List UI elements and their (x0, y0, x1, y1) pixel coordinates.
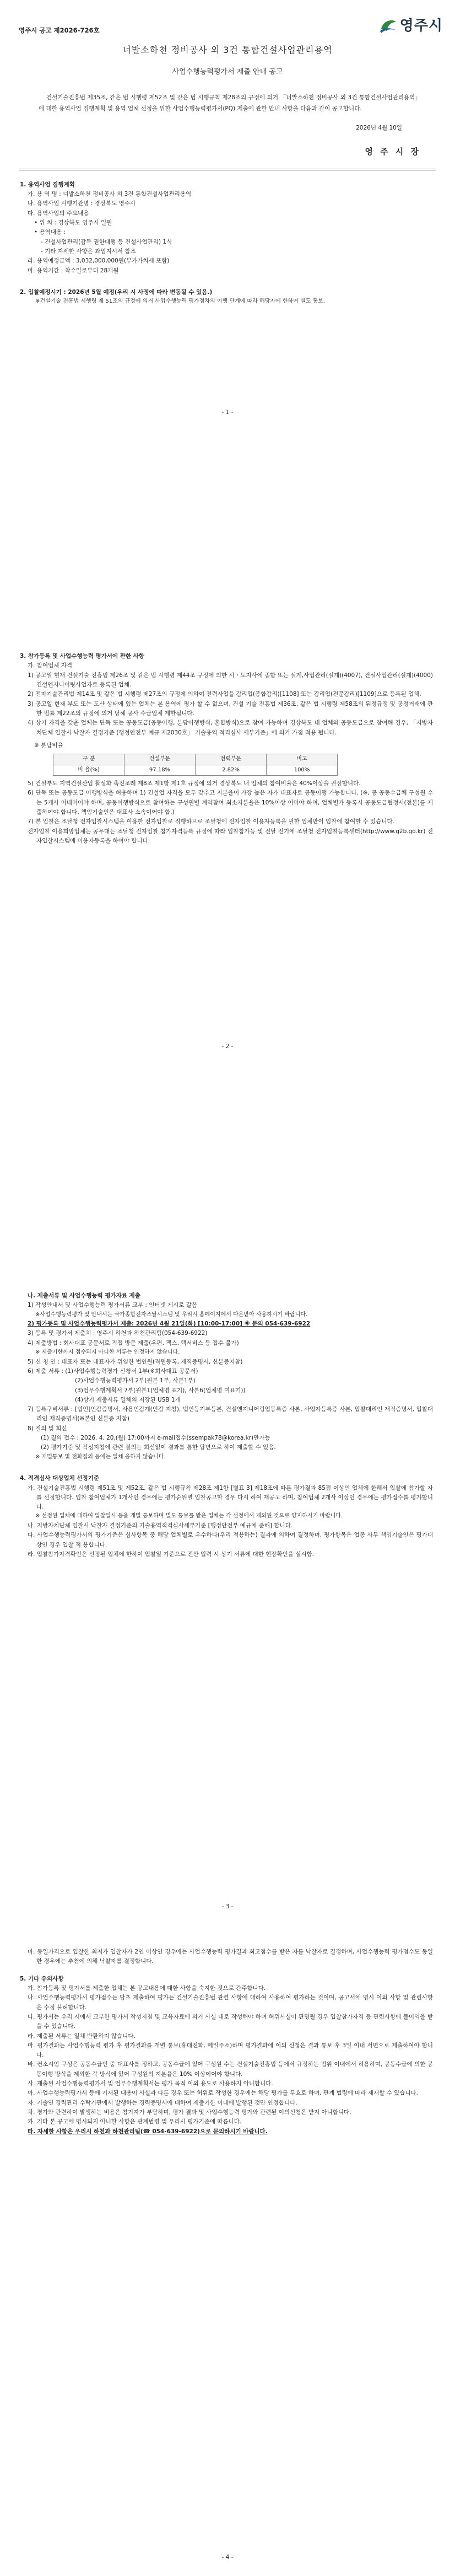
list-item: ※ 개별통보 및 전화질의 등에는 일체 응하지 않습니다. (35, 1453, 166, 1460)
list-item: ※ 제출기한까지 접수되지 아니한 서류는 인정하지 않습니다. (35, 1349, 180, 1356)
list-item: 2) 평가등록 및 사업수행능력평가서 제출: 2026년 4월 21일(화) [10:00-17:00] ※ 문의 054-639-6922 (28, 1321, 311, 1328)
section-3 (20, 652, 433, 846)
list-item: 4) 상기 자격을 갖춘 업체는 단독 또는 공동도급(공동이행, 분담이행방식, 혼합방식)으로 참여 가능하며 경상북도 내 업체와 공동도급으로 참여해 경우, 「지방자치단체 입찰시 낙찰자 결정기준 (행정안전부 예규 제2030호」 기술용역 적격심사 세부기준」에 의거 가점 적용 됩니다. (28, 720, 433, 736)
list-item: 자. 기술인 경력관리 수탁기관에서 발행하는 경력증명서에 대하여 제출기한 이내에 발행된 것만 인정합니다. (28, 2099, 297, 2106)
list-item: 1) 공고일 현재 건설기술 진흥법 제26조 및 같은 법 시행령 제44조 규정에 의한 시・도지사에 종합 또는 설계,사업관리(설계)(4007), 건설사업관리(설계)(4000) 건설엔지니어링사업자로 등록된 업체. (28, 672, 433, 688)
intro-paragraph: 건설기술진흥법 제35조, 같은 법 시행령 제52조 및 같은 법 시행규칙 제28조의 규정에 의거 「너발소하천 정비공사 외 3건 통합건설사업관리용역」에 대한 용역사업 집행계획 및 용역 업체 선정을 위한 사업수행능력평가서(PQ) 제출에 관한 안내 사항을 다음과 같이 공고합니다. (39, 94, 421, 112)
list-item: ※사업수행능력평가 및 안내서는 국가종합전자조달시스템 및 우리시 홈페이지에서 다운받아 사용하시기 바랍니다. (35, 1311, 308, 1318)
page-number: - 4 - (221, 2554, 234, 2561)
list-item: (1) 질의 접수 : 2026. 4. 20.(월) 17:00까지 e-mail접수(ssempak78@korea.kr)만가능 (41, 1435, 270, 1442)
list-item: 아. 사업수행능력평가서 등에 기재된 내용이 사실과 다른 경우 또는 허위로 작성한 경우에는 해당 평가를 무효로 하며, 관계 법령에 따라 제재할 수 있습니다. (28, 2090, 418, 2097)
table-header-cell: 전력부문 (196, 754, 267, 765)
ratio-table (53, 754, 338, 776)
document-subtitle: 사업수행능력평가서 제출 안내 공고 (172, 68, 283, 77)
list-item: 다. 용역사업의 주요내용 (28, 210, 89, 217)
page-2 (0, 645, 455, 1050)
list-item: 차. 평가와 관련하여 발생하는 비용은 참가자가 부담하며, 평가 결과 및 사업수행능력 평가와 관련된 이의신청은 받지 아니합니다. (28, 2109, 351, 2116)
list-item: 7) 본 입찰은 조달청 전자입찰시스템을 이용한 전자입찰로 집행하므로 조달청에 전자입찰 이용자등록을 필한 업체만이 입찰에 참여할 수 있습니다. (28, 818, 394, 825)
section-2 (20, 288, 433, 307)
list-item: 3) 등록 및 평가서 제출처 : 영주시 하천과 하천관리팀(054-639-6922) (28, 1330, 208, 1337)
list-item: (2) 평가기준 및 작성지침에 관련 질의는 회신없이 결과를 통한 답변으로 하여 제출할 수 있음. (41, 1444, 276, 1451)
logo-text: 영주시 (399, 18, 443, 34)
section-title: 5. 기타 유의사항 (20, 1975, 64, 1982)
list-item: 나. 지방자치단체 입찰시 낙찰자 결정기준의 기술용역적격심사세부기준 [행정안전부 예규에 준해] 합니다. (28, 1522, 293, 1529)
page-number: - 3 - (221, 1903, 234, 1910)
list-item: 타. 자세한 사항은 우리시 하천과 하천관리팀(☎ 054-639-6922)으로 문의하시기 바랍니다. (28, 2128, 268, 2135)
list-item: 라. 입찰참가자격확인은 선정된 업체에 한하여 입찰일 기준으로 전산 입력 시 상기 서류에 대한 현장확인을 실시함. (28, 1550, 314, 1558)
list-item: 가. 건설기술진흥법 시행령 제51조 및 제52조, 같은 법 시행규칙 제28조 제1항 [별표 3] 제18조에 따른 평가결과 85점 이상인 업체에 한해서 입찰에 참가할 자를 선정합니다. 입찰 참여업체가 1개사인 경우에는 평가순위별 입찰공고할 경우 다시 하여 재공고 하며, 참여업체 2개사 이상인 경우에는 평가점수를 평가합니다. (28, 1484, 433, 1511)
section-title: 1. 용역사업 집행계획 (20, 181, 75, 188)
section-title: 3. 참가등록 및 사업수행능력 평가서에 관한 사항 (20, 653, 144, 659)
list-item: 3) 공고일 현재 부도 또는 도산 상태에 있는 업체는 본 용역에 평가 할 수 없으며, 건설 기술 진흥법 제36조, 같은 법 시행령 제58조의 뒤정규정 및 공정거래에 관한 법률 제22조의 규정에 의거 당해 공사 수급업체 제한됨니다. (28, 700, 433, 717)
list-item: 마. 평가결과는 사업수행능력 평가 후 평가결과를 개별 통보(휴대전화, 메일주소)하며 평가결과에 이의 신청은 결과 통보 후 3일 이내 서면으로 제출하여야 합니다. (28, 2042, 433, 2059)
table-cell: 97.18% (124, 765, 196, 776)
list-item: 라. 제출된 서류는 일체 반환하지 않습니다. (28, 2032, 136, 2040)
list-item: 마. 용역기간 : 착수일로부터 28개월 (28, 267, 119, 274)
list-item: 라. 용역예정금액 : 3,032,000,000원(부가가치세 포함) (28, 257, 170, 265)
list-item: - 기타 자세한 사항은 과업지시서 참조 (41, 248, 136, 255)
section-4 (20, 1474, 433, 1559)
city-emblem-icon (379, 18, 398, 34)
list-item: 전자입찰 이용희망업체는 공우대는 조달청 전자입찰 참가자격등록 규정에 따라 입찰참가등 및 전달 전기에 조달청 전자입찰등록센터(http://www.g2b.go.kr) 전자입찰시스템에 이용자등록을 하여야 합니다. (28, 828, 433, 844)
divider (19, 169, 436, 170)
list-item: 카. 기타 본 공고에 명시되지 아니한 사항은 관계법령 및 우리시 평가기준에 따릅니다. (28, 2118, 242, 2126)
section-3b (20, 1291, 433, 1462)
table-header-cell: 건설부문 (124, 754, 196, 765)
list-item: 다. 평가서는 우리 시에서 교부한 평가서 작성지침 및 교육자료에 의거 사실 대로 작성해야 하며 허위사실이 판명될 경우 입찰참가자격 등 관련사항에 불이익을 받을 수 있습니다. (28, 2013, 433, 2030)
list-item: 바. 컨소시엄 구성은 공동수급인 중 대표사를 정하고, 공동수급에 있어 구성원 수는 건설기술진흥법 등에서 규정하는 범위 이내에서 허용하며, 공동수급에 의한 공동이행 방식을 제외한 각 방식에 있어 구성원의 지분율은 10% 이상이어야 합니다. (28, 2061, 433, 2078)
list-item: • 위 치 : 경상북도 영주시 일원 (34, 219, 112, 227)
table-row (53, 765, 338, 776)
table-caption: ※ 분담비율 (34, 742, 63, 749)
list-item: (2)사업수행능력평가서 2부(원본 1부, 사본1부) (75, 1377, 196, 1384)
table-cell: 비 율(%) (53, 765, 124, 776)
table-cell: 100% (267, 765, 338, 776)
list-item: 2) 전자기술관리법 제14조 및 같은 법 시행령 제27조의 규정에 의하여 전력사업을 감리업(종합감리)[1108] 또는 감리업(전문감리)[1109]으로 등록된 업체. (28, 691, 421, 698)
section-4b (20, 1947, 433, 1967)
notice-number: 영주시 공고 제2026-726호 (19, 26, 100, 34)
table-header-row (53, 754, 338, 765)
list-item: 5) 건설부도 지역건설산업 활성화 촉진조례 제8조 제1항 제1호 규정에 의거 경상북도 내 업체의 참여비율은 40%이상을 권장합니다. (28, 780, 361, 787)
header (0, 0, 455, 39)
list-item: 5) 신 청 인 : 대표자 또는 대표자가 위임한 법인원(직원등록, 재직증명서, 신분증지참) (28, 1358, 243, 1365)
subsection-title: 가. 참여업체 자격 (28, 662, 73, 669)
table-header-cell: 비고 (267, 754, 338, 765)
list-item: 나. 용역사업 시행기관명 : 경상북도 영주시 (28, 200, 136, 207)
page-4 (0, 1941, 455, 2561)
table-cell: 2.82% (196, 765, 267, 776)
list-item: 다. 사업수행능력평가서의 평가기준은 심사항목 중 해당 업체별로 우수하다(우리 적용하는) 결과에 의하여 결정하며, 평가항목은 업종 사무 책임기술인은 평가대상인 경우 입찰 적 용합니다. (28, 1532, 433, 1548)
section-title: 4. 적격심사 대상업체 선정기준 (20, 1475, 99, 1482)
section-5 (20, 1974, 433, 2137)
section-1 (20, 180, 433, 276)
list-item: 8) 질의 및 회신 (28, 1425, 67, 1432)
section-note: ※건설기술 진흥법 시행령 제 51조의 규정에 의거 사업수행능력 평가점차의 이행 단계에 따라 해당자에 한하여 별도 통보. (35, 298, 325, 305)
page-number: - 2 - (221, 1043, 234, 1050)
list-item: 6) 단독 또는 공동도급 이행방식을 허용하며 1) 건설업 자격을 모두 갖추고 지분율이 가장 높은 자가 대표자로 공동이행 가능합니다. (※, 공 공동수급체 구성원 수는 5개사 이내이어야 하며, 공동이행방식으로 참여하는 구성원별 계약참여 최소지분율은 10%이상 이어야 하며, 업체별가 등록시 공동도급협정서(전본)를 제출하여야 합니다. 책임기술인은 대표사 소속이어야 합.) (28, 790, 433, 816)
list-item: 7) 등록구비서류 : [법인]인감증명서, 사용인감계(인감 지참), 법인등기부등본, 건설엔지니어링업등록증 사본, 사업자등록증 사본, 입찰대리인 재직증명서, 입찰대리인 재직증명서(※본인 신분증 지참) (28, 1406, 433, 1423)
list-item: 1) 작성안내서 및 사업수행능력 평가서류 교부 : 인터넷 게시로 갈음 (28, 1302, 198, 1309)
list-item: 가. 용 역 명 : 너발소하천 정비공사 외 3건 통합건설사업관리용역 (28, 191, 192, 198)
city-logo (379, 14, 443, 38)
list-item: ※ 선정된 업체에 대하여 입찰일시 등을 개별 통보하며 별도 통보를 받은 업체는 각 선정에서 제외된 것으로 양지하시기 바랍니다. (35, 1513, 343, 1520)
notice-date: 2026년 4월 10일 (356, 124, 402, 131)
table-header-cell: 구 분 (53, 754, 124, 765)
subsection-title: 나. 제출서류 및 사업수행능력 평가자료 제출 (28, 1292, 140, 1299)
list-item: • 용역내용 : (34, 229, 66, 236)
page-1 (0, 0, 455, 416)
list-item: 사. 제출된 사업수행능력평가서 및 업무수행계획서는 평가 목적 이외 용도로 사용하지 아니합니다. (28, 2080, 273, 2087)
issuer: 영 주 시 장 (365, 147, 421, 157)
list-item: 4) 제출방법 : 회사대표 공문서로 직접 방문 제출(우편, 팩스, 택서비스 등 접수 불가) (28, 1339, 239, 1346)
list-item: 6) 제출 서류 : (1)사업수행능력평가 신청서 1부(※회사대표 공문서) (28, 1367, 198, 1375)
page-number: - 1 - (221, 409, 234, 416)
list-item: - 건설사업관리(감독 권한대행 등 건설사업관리) 1식 (41, 238, 172, 245)
list-item: (4)상기 제출서류 일체의 저장된 USB 1개 (75, 1396, 181, 1403)
list-item: (3)업무수행계획서 7부(원본1(업체명 표기), 사본6(업체명 미표기)) (75, 1387, 246, 1394)
document-title: 너발소하천 정비공사 외 3건 통합건설사업관리용역 (122, 45, 333, 55)
section-title: 2. 입찰예정시기 : 2026년 5월 예정(우리 시 사정에 따라 변동될 수 있음.) (20, 288, 213, 296)
list-item: 나. 사업수행능력평가서 평가점수는 당초 제출하여 평가는 건설기술진흥법 관련 사항에 대하여 사용하여 평가하는 것이며, 공고서에 명시 이외 사항 및 관련사항은 수정 불허합니다. (28, 1994, 433, 2011)
list-item: 마. 동일가격으로 입찰한 최저가 입찰자가 2인 이상인 경우에는 사업수행능력 평가결과 최고점수를 받은 자를 낙찰자로 결정하며, 사업수행능력 평가점수도 동일한 경우에는 추첨에 의해 낙찰자를 결정합니다. (28, 1949, 433, 1965)
page-3 (0, 1285, 455, 1910)
list-item: 가. 참가등록 및 평가서를 제출한 업체는 본 공고내용에 대한 사항을 숙지한 것으로 간주합니다. (28, 1984, 266, 1992)
